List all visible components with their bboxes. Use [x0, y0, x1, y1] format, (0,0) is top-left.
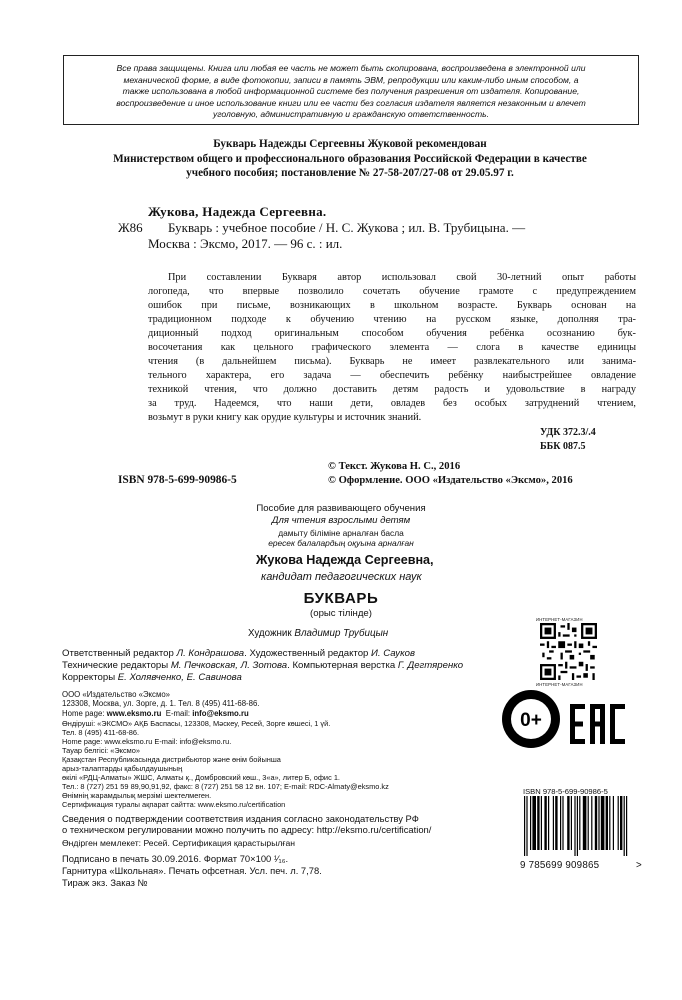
web-label: Home page:: [62, 709, 107, 718]
publisher-kz-line: Home page: www.eksmo.ru E-mail: info@eksmo.ru.: [62, 737, 232, 746]
publisher-kz-line: Тауар белгісі: «Эксмо»: [62, 746, 140, 755]
bbk-code: ББК 087.5: [540, 441, 586, 452]
annotation-line: техникой чтения, что должно доставить детям радость и удовольствие в награду: [148, 384, 636, 395]
print-info-line: Подписано в печать 30.09.2016. Формат 70×100 ¹⁄₁₆.: [62, 853, 289, 864]
publisher-kz-line: Қазақстан Республикасында дистрибьютор және өнім бойынша: [62, 755, 281, 764]
publisher-website[interactable]: www.eksmo.ru: [106, 709, 162, 718]
qr-caption-bottom: ИНТЕРНЕТ-МАГАЗИН: [536, 682, 583, 687]
credit-name: М. Печковская, Л. Зотова: [170, 660, 288, 671]
publisher-name: ООО «Издательство «Эксмо»: [62, 690, 170, 699]
bibliography-line: Букварь : учебное пособие / Н. С. Жукова ; ил. В. Трубицына. —: [168, 220, 526, 235]
book-language: (орыс тілінде): [310, 608, 372, 619]
bibliography-line: Москва : Эксмо, 2017. — 96 с. : ил.: [148, 236, 343, 251]
artist-label: Художник: [248, 628, 292, 639]
publisher-contacts: [62, 709, 249, 718]
credit-name: Л. Кондрашова: [176, 648, 245, 659]
barcode-isbn: ISBN 978-5-699-90986-5: [523, 787, 608, 796]
copyright-notice-line: Все права защищены. Книга или любая ее часть не может быть скопирована, воспроизведена в электронной или: [116, 63, 586, 73]
barcode-icon: [520, 796, 642, 856]
annotation-line: чтения (в дальнейшем письма). Букварь не имеет развлекательного или занима-: [148, 356, 636, 367]
publisher-kz-line: өкілі «РДЦ-Алматы» ЖШС, Алматы қ., Домбровский көш., 3«а», литер Б, офис 1.: [62, 773, 340, 782]
isbn: ISBN 978-5-699-90986-5: [118, 474, 237, 486]
annotation-line: восочетания как цельного графического элемента — слога в качестве единицы: [148, 342, 636, 353]
credit-line: [62, 648, 415, 659]
credit-line: [62, 660, 463, 671]
artist-name: Владимир Трубицын: [294, 628, 389, 639]
annotation-line: традиционном подходе к обучению чтению на русском языке, дополняя тра-: [148, 314, 636, 325]
credit-label: . Компьютерная верстка: [287, 660, 398, 671]
publisher-address: 123308, Москва, ул. Зорге, д. 1. Тел. 8 (495) 411-68-86.: [62, 699, 260, 708]
bibliography-author: Жукова, Надежда Сергеевна.: [148, 204, 327, 219]
credit-label: Технические редакторы: [62, 660, 171, 671]
age-rating-badge-icon: [501, 689, 561, 749]
annotation-line: возьмут в руки книгу как орудие культуры и источник знаний.: [148, 412, 422, 423]
qr-code-icon[interactable]: [540, 623, 597, 680]
certification-line: Сведения о подтверждении соответствия издания согласно законодательству РФ: [62, 813, 419, 824]
copyright-design: © Оформление. ООО «Издательство «Эксмо», 2016: [328, 475, 573, 486]
copyright-notice-line: уголовную, административную и гражданскую ответственность.: [212, 109, 490, 119]
copyright-notice-box: [63, 55, 639, 125]
purpose-ru: Пособие для развивающего обучения: [256, 503, 426, 514]
annotation-line: логопеда, что впервые позволило сочетать обучение грамоте с предупреждением: [148, 286, 636, 297]
artist-credit: [248, 628, 388, 639]
copyright-text: © Текст. Жукова Н. С., 2016: [328, 461, 461, 472]
publisher-kz-line: Өндіруші: «ЭКСМО» АҚБ Баспасы, 123308, Мәскеу, Ресей, Зорге көшесі, 1 үй.: [62, 719, 331, 728]
credit-line: [62, 672, 242, 683]
credit-label: . Художественный редактор: [244, 648, 372, 659]
annotation-line: При составлении Букваря автор использовал свой 30-летний опыт работы: [168, 272, 636, 283]
print-info-line: Гарнитура «Школьная». Печать офсетная. Усл. печ. л. 7,78.: [62, 865, 322, 876]
author-mark: Ж86: [118, 220, 143, 235]
publisher-kz-line: Тел.: 8 (727) 251 59 89,90,91,92, факс: 8 (727) 251 58 12 вн. 107; E-mail: RDC-Almaty@eksmo.kz: [62, 782, 389, 791]
copyright-notice-line: также использована в любой информационной системе без получения разрешения от издателя. Копирование,: [122, 86, 580, 96]
annotation-line: тельного характера, его задача — обеспечить ребёнку наибыстрейшее овладение: [148, 370, 636, 381]
purpose-kz-sub: ересек балалардың оқуына арналған: [268, 538, 414, 548]
book-title: БУКВАРЬ: [303, 590, 379, 607]
purpose-kz: дамыту біліміне арналған басла: [278, 528, 404, 538]
age-rating-text: 0+: [520, 710, 542, 731]
annotation-line: диционный подход оригинальным способом обучения ребёнка осознанию бук-: [148, 328, 636, 339]
credit-label: Корректоры: [62, 672, 118, 683]
udk-code: УДК 372.3/.4: [540, 427, 596, 438]
barcode-digits: 9 785699 909865: [520, 860, 600, 871]
email-label: E-mail:: [165, 709, 193, 718]
publisher-kz-line: арыз-талаптарды қабылдаушының: [62, 764, 183, 773]
barcode-arrow: >: [636, 860, 642, 871]
eac-conformity-mark-icon: [570, 704, 626, 744]
recommendation-line: Министерством общего и профессионального образования Российской Федерации в качестве: [113, 153, 587, 165]
imprint-author: Жукова Надежда Сергеевна,: [256, 553, 434, 567]
publisher-email[interactable]: info@eksmo.ru: [192, 709, 249, 718]
certification-line: о техническом регулировании можно получить по адресу: http://eksmo.ru/certification/: [62, 824, 432, 835]
print-info-line: Тираж экз. Заказ №: [62, 877, 148, 888]
publisher-kz-line: Өнімнің жарамдылық мерзімі шектелмеген.: [62, 791, 212, 800]
annotation-line: за труд. Надеемся, что наши дети, овладев без особых затруднений чтением,: [148, 398, 636, 409]
recommendation-line: учебного пособия; постановление № 27-58-207/27-08 от 29.05.97 г.: [186, 167, 514, 179]
recommendation-line: Букварь Надежды Сергеевны Жуковой рекомендован: [213, 138, 487, 150]
purpose-ru-sub: Для чтения взрослыми детям: [271, 515, 411, 526]
imprint-degree: кандидат педагогических наук: [261, 571, 422, 583]
annotation-line: ошибок при письме, возникающих в школьном возрасте. Букварь основан на: [148, 300, 636, 311]
credit-label: Ответственный редактор: [62, 648, 177, 659]
copyright-notice-line: механической форме, в виде фотокопии, записи в память ЭВМ, репродукции или каким-либо иным способом, а: [123, 74, 579, 85]
qr-caption-top: ИНТЕРНЕТ-МАГАЗИН: [536, 617, 583, 622]
publisher-kz-line: Тел. 8 (495) 411-68-86.: [62, 728, 140, 737]
publisher-kz-line: Сертификация туралы ақпарат сайтта: www.eksmo.ru/certification: [62, 800, 286, 809]
copyright-notice-line: воспроизведение и иное использование книги или ее части без согласия издателя является незаконным и влечет: [116, 97, 586, 108]
credit-name: Г. Дегтяренко: [397, 660, 464, 671]
credit-name: И. Сауков: [371, 648, 415, 659]
credit-name: Е. Холявченко, Е. Савинова: [117, 672, 242, 683]
origin-line: Өндірген мемлекет: Ресей. Сертификация қарастырылған: [62, 838, 296, 848]
